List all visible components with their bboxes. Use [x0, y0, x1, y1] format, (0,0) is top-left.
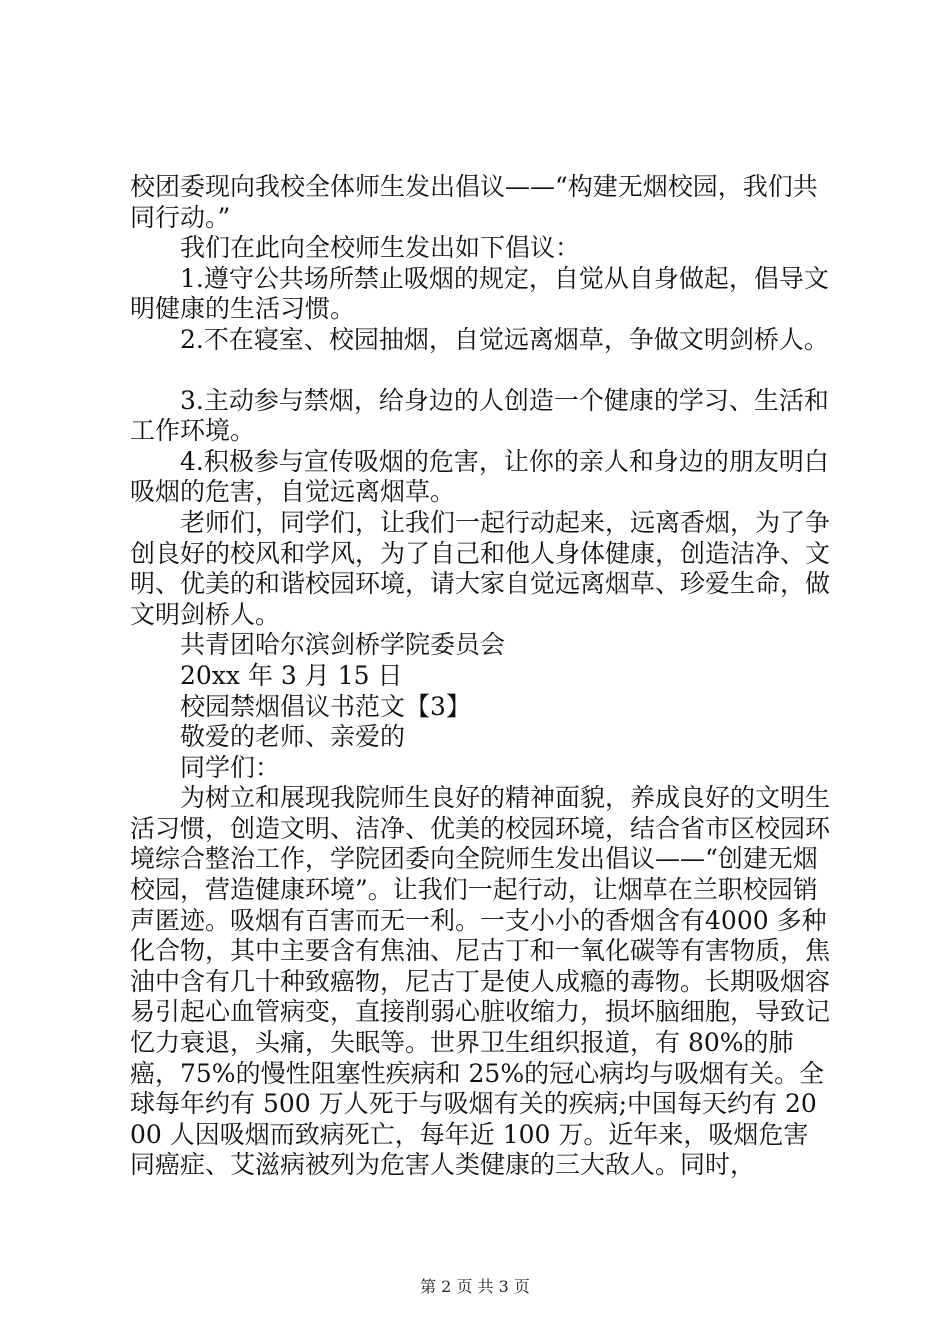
paragraph-item-4: 4.积极参与宣传吸烟的危害，让你的亲人和身边的朋友明白吸烟的危害，自觉远离烟草。 [130, 446, 829, 507]
paragraph-body: 为树立和展现我院师生良好的精神面貌，养成良好的文明生活习惯，创造文明、洁净、优美的校园环境，结合省市区校园环境综合整治工作，学院团委向全院师生发出倡议——“创建无烟校园，营造健康环境”。让我们一起行动，让烟草在兰职校园销声匿迹。吸烟有百害而无一利。一支小小的香烟含有4000 多种化合物，其中主要含有焦油、尼古丁和一氧化碳等有害物质，焦油中含有几十种致癌物，尼古丁是使人成瘾的毒物。长期吸烟容易引起心血管病变，直接削弱心脏收缩力，损坏脑细胞，导致记忆力衰退，头痛，失眠等。世界卫生组织报道，有 80%的肺癌，75%的慢性阻塞性疾病和 25%的冠心病均与吸烟有关。全球每年约有 500 万人死于与吸烟有关的疾病;中国每天约有 2000 人因吸烟而致病死亡，每年近 100 万。近年来，吸烟危害同癌症、艾滋病被列为危害人类健康的三大敌人。同时， [130, 783, 831, 1180]
document-body [130, 172, 830, 1181]
paragraph-appeal: 老师们，同学们，让我们一起行动起来，远离香烟，为了争创良好的校风和学风，为了自己和他人身体健康，创造洁净、文明、优美的和谐校园环境，请大家自觉远离烟草、珍爱生命，做文明剑桥人。 [130, 507, 831, 629]
signature-date: 20xx 年 3 月 15 日 [180, 660, 403, 690]
salutation-line-2: 同学们： [180, 752, 281, 782]
paragraph-proposal-intro: 我们在此向全校师生发出如下倡议： [180, 233, 581, 263]
salutation-line-1: 敬爱的老师、亲爱的 [180, 722, 406, 752]
paragraph-intro: 校团委现向我校全体师生发出倡议——“构建无烟校园，我们共同行动。” [130, 172, 818, 232]
paragraph-item-1: 1.遵守公共场所禁止吸烟的规定，自觉从自身做起，倡导文明健康的生活习惯。 [130, 263, 829, 324]
section-title: 校园禁烟倡议书范文【3】 [180, 691, 471, 721]
paragraph-item-2: 2.不在寝室、校园抽烟，自觉远离烟草，争做文明剑桥人。 [180, 324, 829, 354]
signature-organization: 共青团哈尔滨剑桥学院委员会 [180, 630, 506, 660]
paragraph-item-3: 3.主动参与禁烟，给身边的人创造一个健康的学习、生活和工作环境。 [130, 385, 829, 446]
page-number-footer: 第 2 页 共 3 页 [420, 1277, 530, 1296]
